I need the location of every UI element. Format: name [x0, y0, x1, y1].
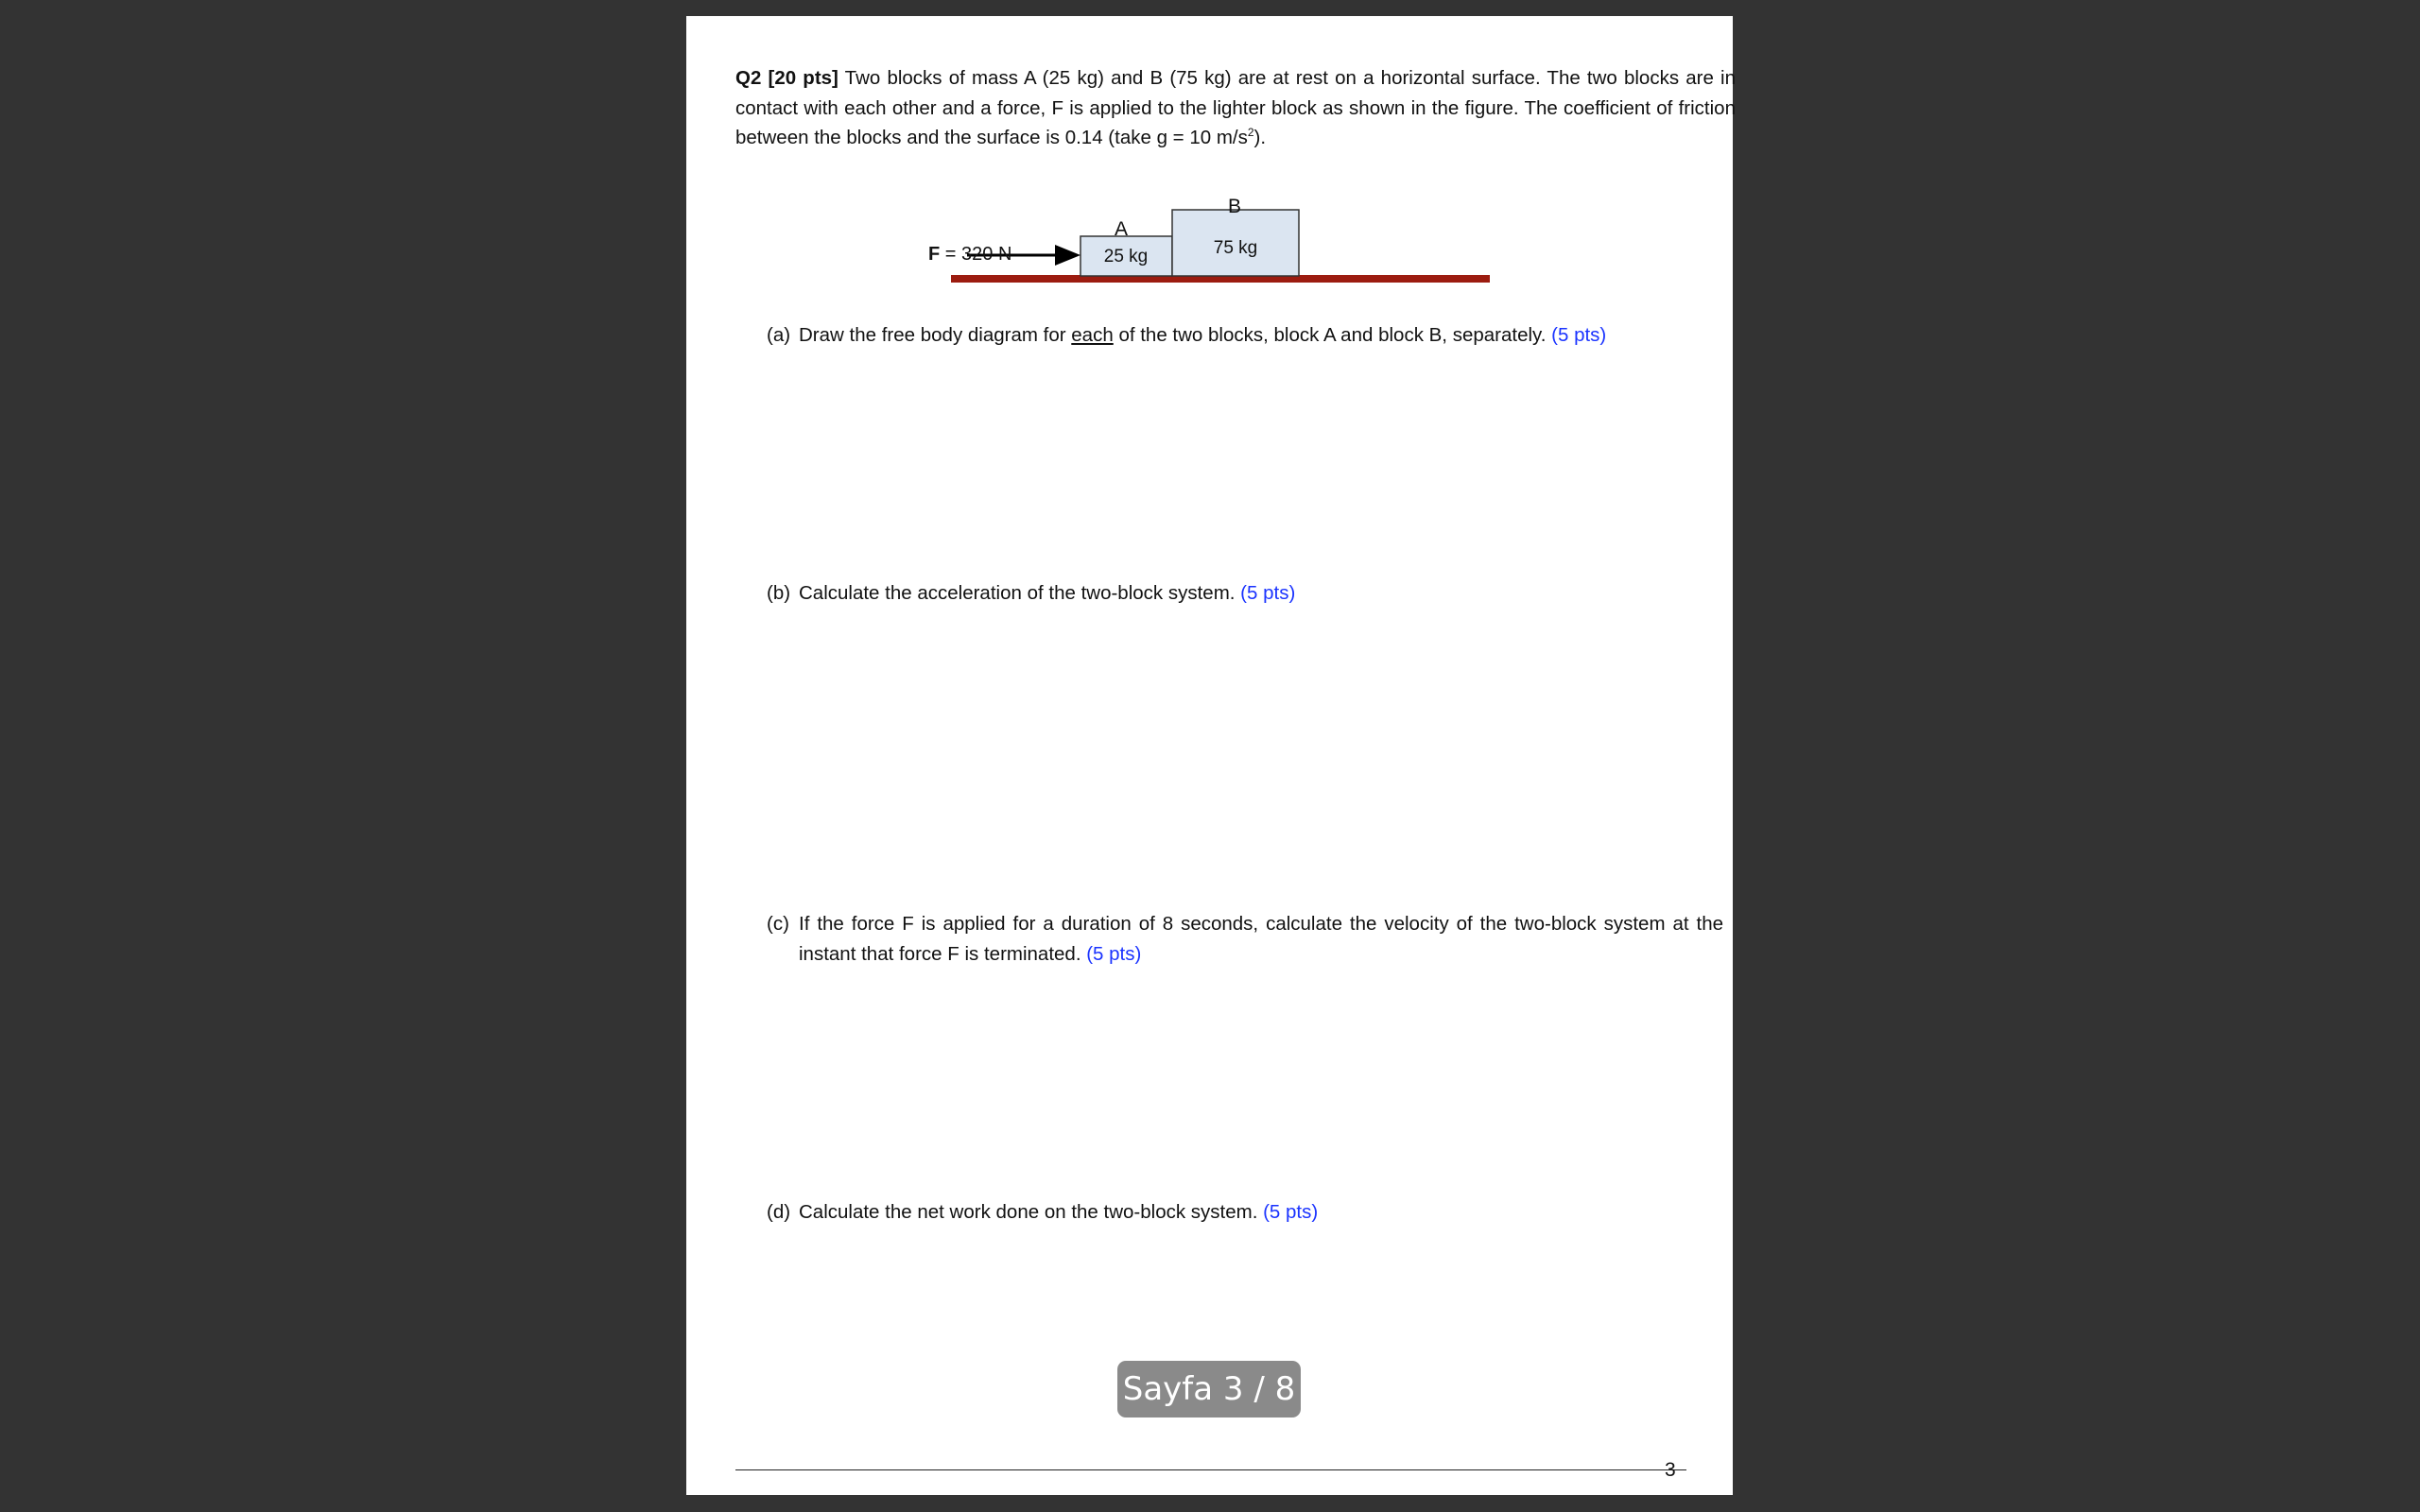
part-b-points: (5 pts)	[1240, 582, 1296, 604]
block-a-label: A	[1114, 218, 1129, 240]
force-symbol: F	[928, 244, 941, 265]
part-a-text-1: Draw the free body diagram for	[799, 324, 1072, 346]
part-b	[767, 578, 1723, 609]
part-a-label: (a)	[767, 324, 791, 346]
part-a-text-2: of the two blocks, block A and block B, separately.	[1113, 324, 1552, 346]
part-d-question: Calculate the net work done on the two-block system.	[799, 1201, 1264, 1223]
part-d-label: (d)	[767, 1201, 791, 1223]
part-b-question: Calculate the acceleration of the two-block system.	[799, 582, 1241, 604]
part-a	[767, 320, 1723, 351]
page-number: 3	[1665, 1459, 1676, 1481]
part-c-label: (c)	[767, 913, 789, 935]
part-b-label: (b)	[767, 582, 791, 604]
part-a-points: (5 pts)	[1551, 324, 1607, 346]
question-label: Q2 [20 pts]	[735, 67, 838, 89]
force-value: = 320 N	[940, 244, 1012, 265]
page-indicator: Sayfa 3 / 8	[1117, 1361, 1301, 1418]
question-text: Two blocks of mass A (25 kg) and B (75 kg) are at rest on a horizontal surface. The two blocks are in contact with each other and a force, F is applied to the lighter block as shown in the figure. The coefficient of friction between the blocks and the surface is 0.14 (take g = 10 m/s	[735, 67, 1736, 148]
force-arrow-head	[1055, 245, 1080, 266]
block-diagram	[923, 177, 1528, 309]
question-text-end: ).	[1253, 127, 1267, 148]
part-d-points: (5 pts)	[1263, 1201, 1319, 1223]
part-c-text	[799, 909, 1723, 969]
footer-rule	[735, 1469, 1686, 1470]
block-b-mass: 75 kg	[1213, 238, 1258, 258]
force-label	[928, 244, 1011, 265]
part-d-text	[799, 1197, 1723, 1228]
question-superscript: 2	[1247, 126, 1254, 140]
part-c-question: If the force F is applied for a duration of 8 seconds, calculate the velocity of the two-block system at the instant that force F is terminated.	[799, 913, 1723, 965]
document-page	[686, 16, 1736, 1495]
part-c-points: (5 pts)	[1086, 942, 1142, 965]
question-q2	[735, 63, 1736, 153]
block-a-mass: 25 kg	[1103, 247, 1149, 266]
part-a-text	[799, 320, 1723, 351]
part-c	[767, 909, 1723, 969]
part-b-text	[799, 578, 1723, 609]
part-a-underlined: each	[1071, 324, 1114, 346]
part-d	[767, 1197, 1723, 1228]
block-b-label: B	[1227, 196, 1242, 217]
